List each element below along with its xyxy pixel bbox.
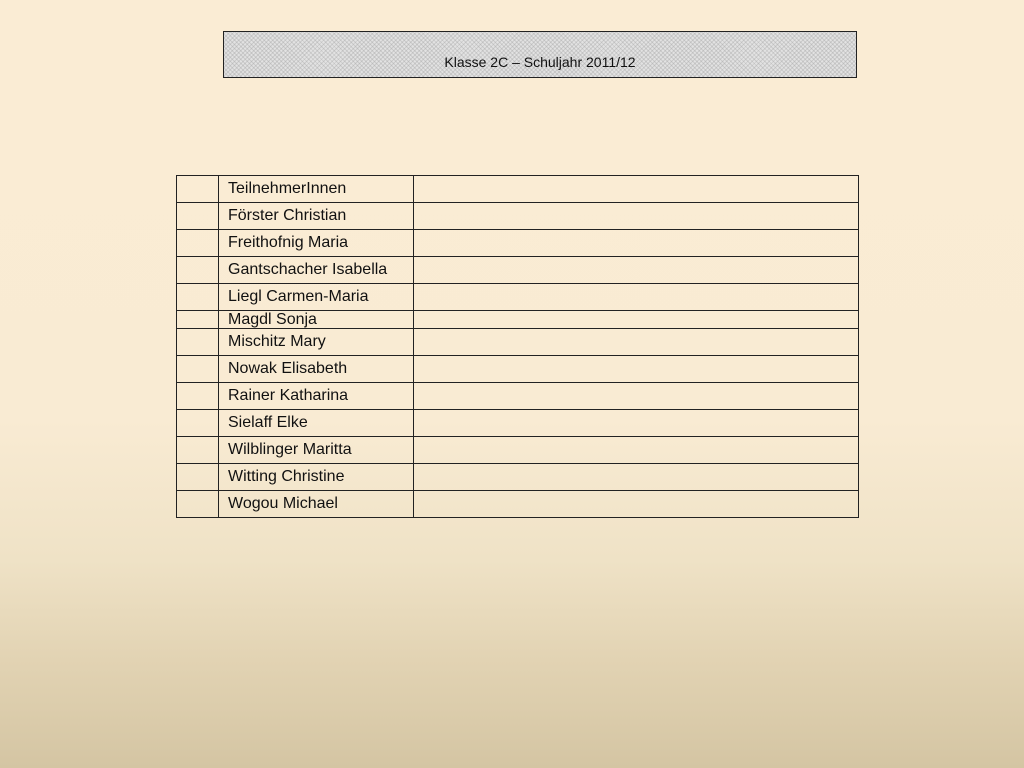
table-row bbox=[177, 464, 859, 491]
participant-name: Sielaff Elke bbox=[219, 410, 414, 437]
table-row bbox=[177, 383, 859, 410]
table-cell-empty bbox=[177, 203, 219, 230]
table-row bbox=[177, 491, 859, 518]
table-row bbox=[177, 311, 859, 329]
table-cell-empty bbox=[414, 410, 859, 437]
table-row bbox=[177, 257, 859, 284]
table-header-participants: TeilnehmerInnen bbox=[219, 176, 414, 203]
table-cell-empty bbox=[414, 464, 859, 491]
participant-name: Witting Christine bbox=[219, 464, 414, 491]
participant-name: Wogou Michael bbox=[219, 491, 414, 518]
title-box bbox=[223, 31, 857, 78]
table-row bbox=[177, 230, 859, 257]
table-cell-empty bbox=[414, 176, 859, 203]
table-cell-empty bbox=[414, 230, 859, 257]
participant-name: Förster Christian bbox=[219, 203, 414, 230]
table-row bbox=[177, 410, 859, 437]
participant-name: Liegl Carmen-Maria bbox=[219, 284, 414, 311]
table-cell-empty bbox=[177, 257, 219, 284]
table-cell-empty bbox=[414, 311, 859, 329]
table-cell-empty bbox=[177, 383, 219, 410]
table-cell-empty bbox=[414, 257, 859, 284]
table-cell-empty bbox=[177, 410, 219, 437]
table-cell-empty bbox=[414, 284, 859, 311]
table-cell-empty bbox=[177, 284, 219, 311]
table-cell-empty bbox=[177, 311, 219, 329]
table-cell-empty bbox=[177, 329, 219, 356]
participant-name: Freithofnig Maria bbox=[219, 230, 414, 257]
participants-table bbox=[176, 175, 859, 518]
table-row bbox=[177, 203, 859, 230]
page-title: Klasse 2C – Schuljahr 2011/12 bbox=[444, 53, 636, 70]
participant-name: Magdl Sonja bbox=[219, 311, 414, 329]
table-row bbox=[177, 437, 859, 464]
participant-name: Gantschacher Isabella bbox=[219, 257, 414, 284]
table-cell-empty bbox=[414, 383, 859, 410]
table-cell-empty bbox=[414, 329, 859, 356]
table-cell-empty bbox=[414, 437, 859, 464]
table-header-row bbox=[177, 176, 859, 203]
table-cell-empty bbox=[414, 203, 859, 230]
table-cell-empty bbox=[177, 491, 219, 518]
table-row bbox=[177, 356, 859, 383]
participant-name: Mischitz Mary bbox=[219, 329, 414, 356]
table-cell-empty bbox=[414, 491, 859, 518]
participant-name: Wilblinger Maritta bbox=[219, 437, 414, 464]
table-row bbox=[177, 329, 859, 356]
table-cell-empty bbox=[177, 176, 219, 203]
participant-name: Nowak Elisabeth bbox=[219, 356, 414, 383]
table-cell-empty bbox=[177, 464, 219, 491]
table-cell-empty bbox=[414, 356, 859, 383]
table-cell-empty bbox=[177, 230, 219, 257]
table-row bbox=[177, 284, 859, 311]
table-cell-empty bbox=[177, 356, 219, 383]
table-cell-empty bbox=[177, 437, 219, 464]
participant-name: Rainer Katharina bbox=[219, 383, 414, 410]
